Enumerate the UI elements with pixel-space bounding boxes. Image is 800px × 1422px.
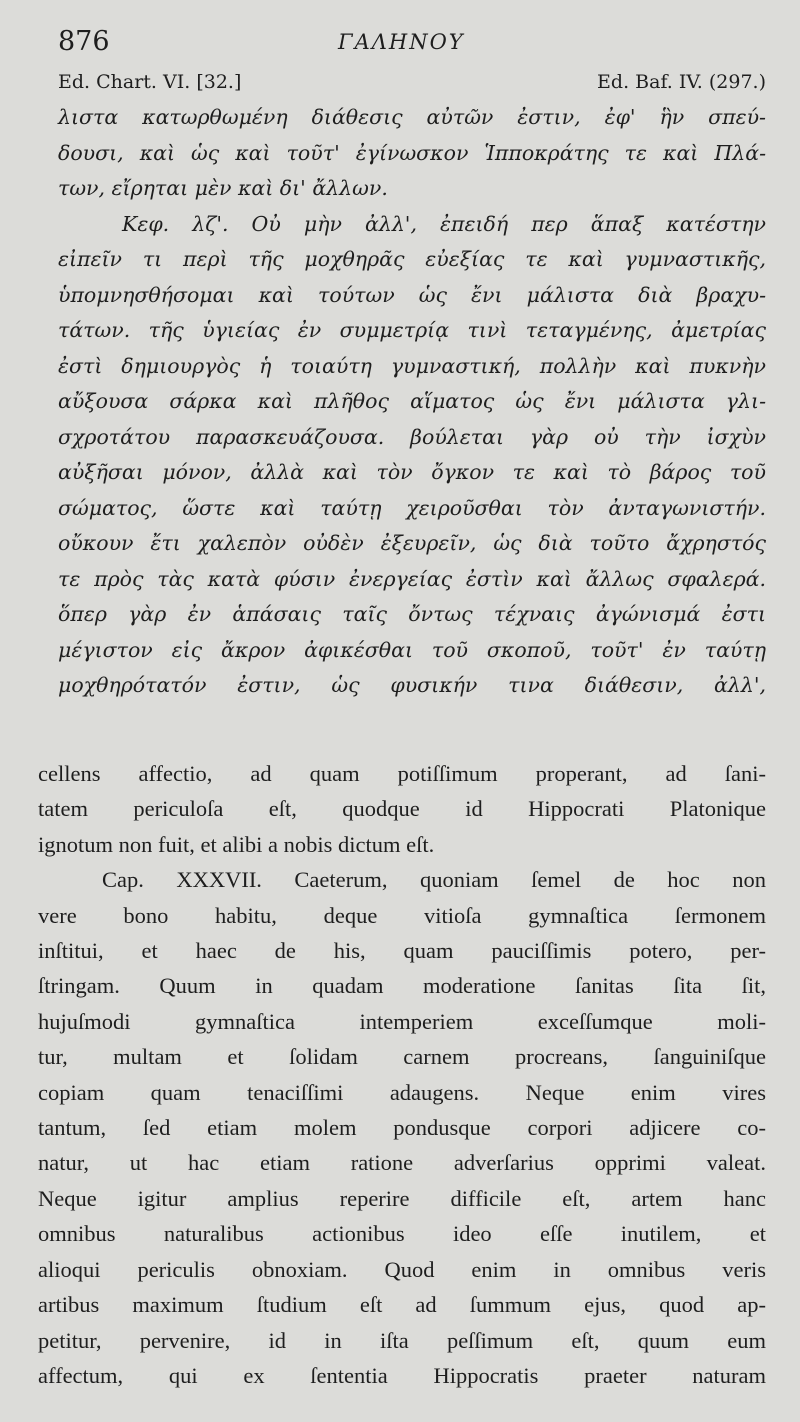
latin-line: alioqui periculis obnoxiam. Quod enim in omnibus veris — [38, 1256, 766, 1282]
latin-line: inſtitui, et haec de his, quam pauciſſimis potero, per- — [38, 938, 766, 964]
latin-line: tantum, ſed etiam molem pondusque corpori adjicere co- — [38, 1115, 766, 1141]
greek-line: οὔκουν ἔτι χαλεπὸν οὐδὲν ἐξευρεῖν, ὡς διὰ τοῦτο ἄχρηστός — [58, 531, 766, 555]
latin-line: hujuſmodi gymnaſtica intemperiem exceſſumque moli- — [38, 1008, 766, 1034]
latin-line: vere bono habitu, deque vitioſa gymnaſtica ſermonem — [38, 902, 766, 928]
latin-chapter-heading-line: Cap. XXXVII. Caeterum, quoniam ſemel de hoc non — [102, 867, 766, 893]
page-number: 876 — [58, 26, 110, 57]
greek-line: τε πρὸς τὰς κατὰ φύσιν ἐνεργείας ἐστὶν καὶ ἄλλως σφαλερά. — [58, 566, 766, 591]
page-header — [58, 26, 768, 60]
greek-line: αὐξῆσαι μόνον, ἀλλὰ καὶ τὸν ὄγκον τε καὶ τὸ βάρος τοῦ — [58, 460, 766, 484]
latin-line: affectum, qui ex ſententia Hippocratis praeter naturam — [38, 1362, 766, 1388]
latin-line: petitur, pervenire, id in iſta peſſimum eſt, quum eum — [38, 1327, 766, 1353]
edition-reference-line — [58, 71, 766, 97]
latin-line: omnibus naturalibus actionibus ideo eſſe inutilem, et — [38, 1221, 766, 1247]
greek-line: ἐστὶ δημιουργὸς ἡ τοιαύτη γυμναστική, πολλὴν καὶ πυκνὴν — [58, 353, 766, 378]
latin-line: natur, ut hac etiam ratione adverſarius opprimi valeat. — [38, 1150, 766, 1176]
edition-reference-basel: Ed. Baf. IV. (297.) — [597, 71, 766, 93]
greek-line: μέγιστον εἰς ἄκρον ἀφικέσθαι τοῦ σκοποῦ, τοῦτ' ἐν ταύτῃ — [58, 637, 766, 662]
greek-line: σχροτάτου παρασκευάζουσα. βούλεται γὰρ οὐ τὴν ἰσχὺν — [58, 424, 766, 449]
edition-reference-chartier: Ed. Chart. VI. [32.] — [58, 71, 242, 93]
greek-chapter-heading-line: Κεφ. λζ'. Οὐ μὴν ἀλλ', ἐπειδή περ ἅπαξ κατέστην — [122, 211, 766, 236]
latin-line: cellens affectio, ad quam potiſſimum properant, ad ſani- — [38, 761, 766, 786]
latin-line: artibus maximum ſtudium eſt ad ſummum ejus, quod ap- — [38, 1292, 766, 1318]
latin-line: tur, multam et ſolidam carnem procreans, ſanguiniſque — [38, 1044, 766, 1070]
greek-line: εἰπεῖν τι περὶ τῆς μοχθηρᾶς εὐεξίας τε καὶ γυμναστικῆς, — [58, 247, 766, 271]
latin-line: ignotum non fuit, et alibi a nobis dictum eſt. — [38, 831, 435, 857]
greek-line: λιστα κατωρθωμένη διάθεσις αὐτῶν ἐστιν, ἐφ' ἣν σπεύ- — [58, 105, 766, 129]
greek-text-block — [58, 100, 766, 704]
greek-line: αὔξουσα σάρκα καὶ πλῆθος αἵματος ὡς ἔνι μάλιστα γλι- — [58, 389, 766, 413]
latin-line: Neque igitur amplius reperire difficile eſt, artem hanc — [38, 1185, 766, 1211]
greek-line: δουσι, καὶ ὡς καὶ τοῦτ' ἐγίνωσκον Ἱπποκράτης τε καὶ Πλά- — [58, 140, 766, 165]
greek-line: μοχθηρότατόν ἐστιν, ὡς φυσικήν τινα διάθεσιν, ἀλλ', — [58, 673, 766, 697]
latin-line: ſtringam. Quum in quadam moderatione ſanitas ſita ſit, — [38, 973, 766, 999]
latin-line: tatem periculoſa eſt, quodque id Hippocrati Platonique — [38, 796, 766, 822]
greek-line: τάτων. τῆς ὑγιείας ἐν συμμετρίᾳ τινὶ τεταγμένης, ἀμετρίας — [58, 318, 766, 342]
greek-line: ὑπομνησθήσομαι καὶ τούτων ὡς ἔνι μάλιστα διὰ βραχυ- — [58, 282, 766, 307]
latin-line: copiam quam tenaciſſimi adaugens. Neque enim vires — [38, 1079, 766, 1105]
running-title: ΓΑΛΗΝΟΥ — [338, 30, 465, 54]
greek-line: σώματος, ὥστε καὶ ταύτῃ χειροῦσθαι τὸν ἀνταγωνιστήν. — [58, 495, 766, 520]
greek-line: ὅπερ γὰρ ἐν ἁπάσαις ταῖς ὄντως τέχναις ἀγώνισμά ἐστι — [58, 602, 766, 626]
latin-text-block — [38, 756, 766, 1393]
greek-line: των, εἴρηται μὲν καὶ δι' ἄλλων. — [58, 176, 388, 200]
